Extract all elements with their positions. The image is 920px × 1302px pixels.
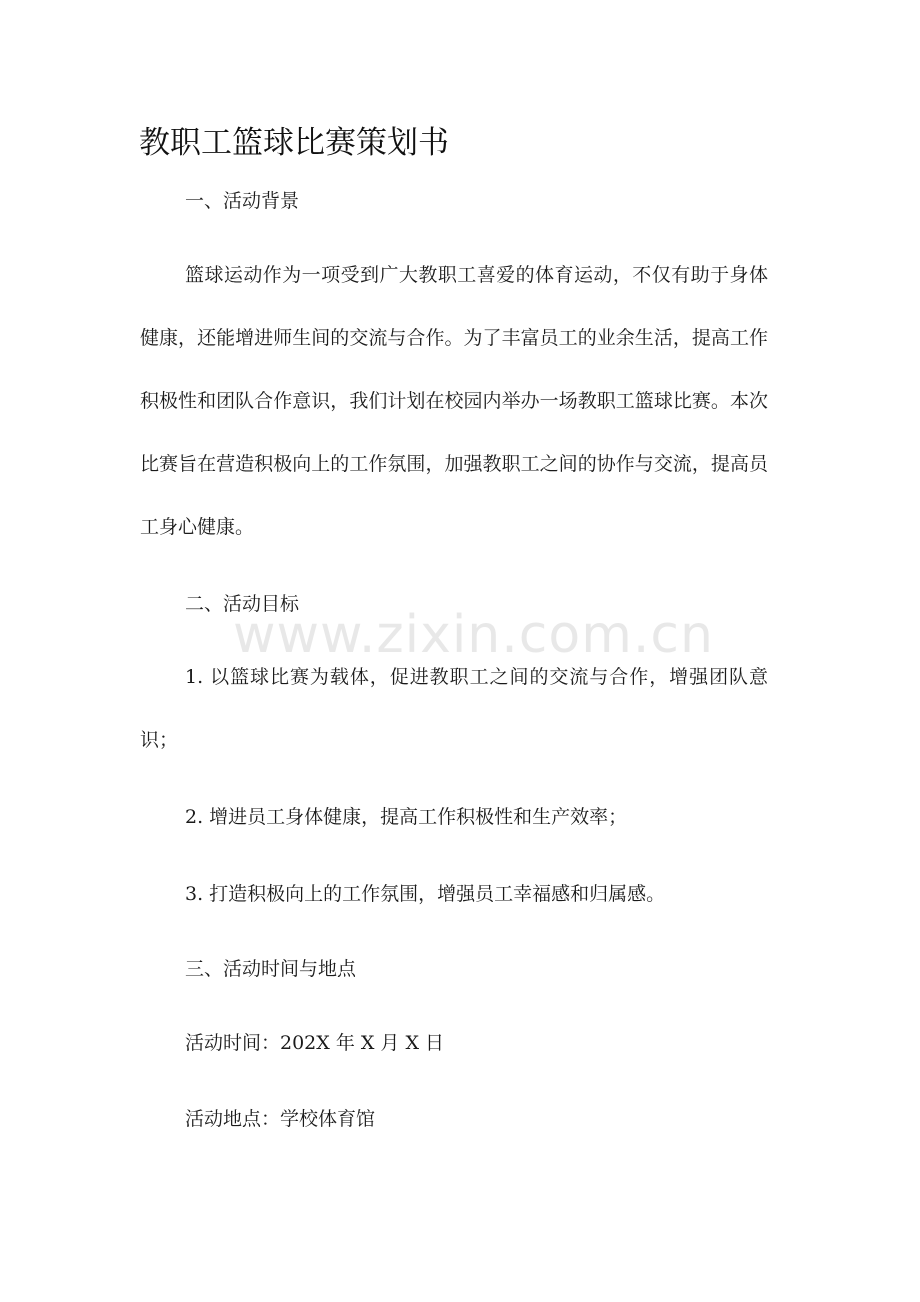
goal-item-1: 1. 以篮球比赛为载体，促进教职工之间的交流与合作，增强团队意识； <box>140 666 768 751</box>
activity-place: 活动地点：学校体育馆 <box>185 1108 376 1130</box>
background-paragraph: 篮球运动作为一项受到广大教职工喜爱的体育运动，不仅有助于身体健康，还能增进师生间的交流与合作。为了丰富员工的业余生活，提高工作积极性和团队合作意识，我们计划在校园内举办一场教职工篮球比赛。本次比赛旨在营造积极向上的工作氛围，加强教职工之间的协作与交流，提高员工身心健康。 <box>140 264 768 538</box>
section-heading-goals: 二、活动目标 <box>185 593 300 615</box>
goal-item-3: 3. 打造积极向上的工作氛围，增强员工幸福感和归属感。 <box>185 883 666 905</box>
document-title: 教职工篮球比赛策划书 <box>139 125 449 161</box>
activity-time: 活动时间：202X 年 X 月 X 日 <box>185 1032 445 1054</box>
watermark: www.zixin.com.cn <box>233 605 714 665</box>
goal-item-2: 2. 增进员工身体健康，提高工作积极性和生产效率； <box>185 806 628 828</box>
section-heading-background: 一、活动背景 <box>185 190 300 212</box>
section-heading-time-place: 三、活动时间与地点 <box>185 958 357 980</box>
